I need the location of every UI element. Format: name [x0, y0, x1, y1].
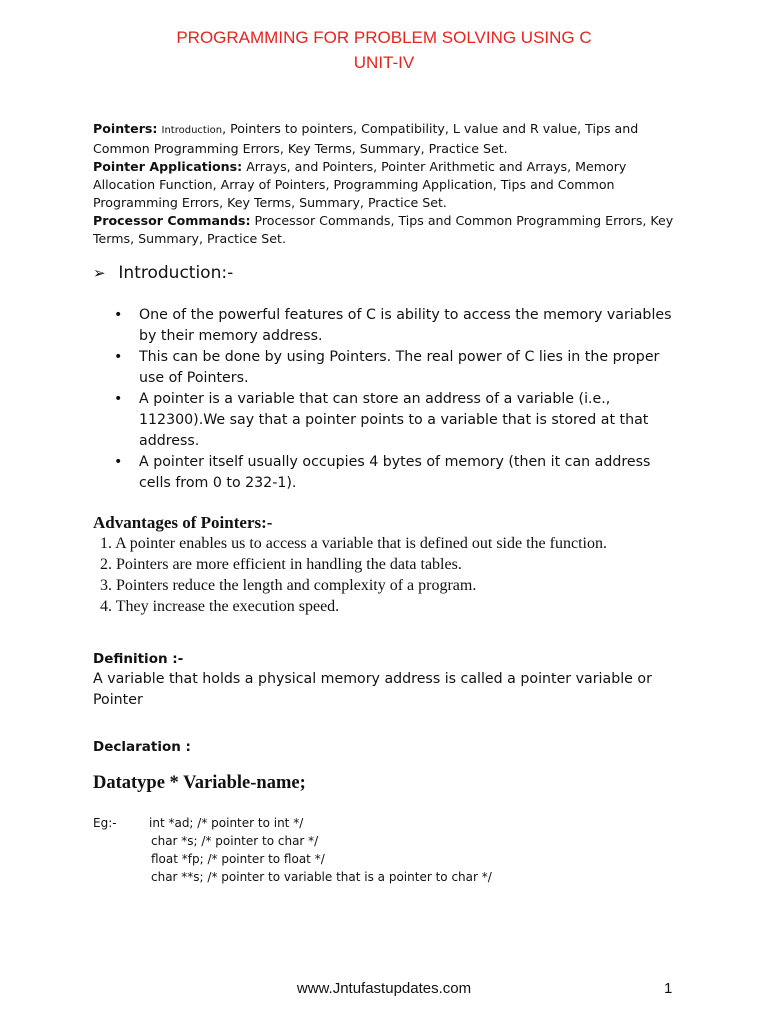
introduction-heading	[93, 261, 233, 285]
bullet-dot-icon: •	[114, 307, 123, 323]
unit-label: UNIT-IV	[353, 53, 415, 72]
advantages-list	[100, 533, 700, 617]
list-item	[114, 389, 684, 452]
syllabus-topics	[93, 120, 683, 248]
code-line: int *ad; /* pointer to int */	[149, 816, 304, 830]
list-item	[114, 305, 684, 347]
declaration-syntax: Datatype * Variable-name;	[93, 773, 306, 793]
code-line: char **s; /* pointer to variable that is a pointer to char */	[151, 870, 492, 884]
topic-applications-label: Pointer Applications:	[93, 159, 243, 174]
code-line: char *s; /* pointer to char */	[151, 834, 319, 848]
list-item	[114, 452, 684, 494]
page-number: 1	[664, 980, 673, 997]
bullet-text: A pointer is a variable that can store an address of a variable (i.e., 112300).We say that a pointer points to a variable that is stored at that address.	[139, 391, 649, 449]
topic-applications-text: Arrays, and Pointers, Pointer Arithmetic and Arrays, Memory Allocation Function, Array of Pointers, Programming Application, Tips and Common Programming Errors, Key Terms, Summary, Practice Set.	[93, 159, 627, 210]
definition-text: A variable that holds a physical memory address is called a pointer variable or Pointer	[93, 671, 652, 708]
introduction-heading-text: Introduction:-	[118, 263, 234, 283]
introduction-bullets	[114, 305, 684, 494]
bullet-dot-icon: •	[114, 349, 123, 365]
bullet-text: This can be done by using Pointers. The real power of C lies in the proper use of Pointers.	[139, 349, 660, 386]
topic-pointers-intro: Introduction	[161, 125, 223, 136]
list-item: 4. They increase the execution speed.	[100, 598, 340, 615]
declaration-heading: Declaration :	[93, 739, 191, 755]
topic-processor-label: Processor Commands:	[93, 213, 251, 228]
topic-processor	[93, 212, 683, 248]
bullet-text: One of the powerful features of C is ability to access the memory variables by their memory address.	[139, 307, 672, 344]
list-item	[114, 347, 684, 389]
code-line: float *fp; /* pointer to float */	[151, 852, 325, 866]
definition-heading: Definition :-	[93, 651, 184, 667]
example-code	[149, 814, 709, 886]
topic-pointers-label: Pointers:	[93, 121, 158, 136]
example-label: Eg:-	[93, 816, 117, 830]
bullet-text: A pointer itself usually occupies 4 bytes of memory (then it can address cells from 0 to 232-1).	[139, 454, 651, 491]
topic-pointers-text: , Pointers to pointers, Compatibility, L value and R value, Tips and Common Programming Errors, Key Terms, Summary, Practice Set.	[93, 121, 639, 156]
list-item: 2. Pointers are more efficient in handling the data tables.	[100, 556, 462, 573]
footer-website: www.Jntufastupdates.com	[296, 980, 472, 997]
bullet-dot-icon: •	[114, 454, 123, 470]
advantages-heading: Advantages of Pointers:-	[93, 513, 273, 532]
document-title: PROGRAMMING FOR PROBLEM SOLVING USING C	[176, 28, 592, 47]
bullet-dot-icon: •	[114, 391, 123, 407]
topic-processor-text: Processor Commands, Tips and Common Programming Errors, Key Terms, Summary, Practice Set.	[93, 213, 674, 246]
topic-applications	[93, 158, 683, 212]
topic-pointers	[93, 120, 683, 158]
list-item: 1. A pointer enables us to access a variable that is defined out side the function.	[100, 535, 607, 552]
arrow-bullet-icon: ➢	[93, 264, 106, 282]
list-item: 3. Pointers reduce the length and complexity of a program.	[100, 577, 477, 594]
